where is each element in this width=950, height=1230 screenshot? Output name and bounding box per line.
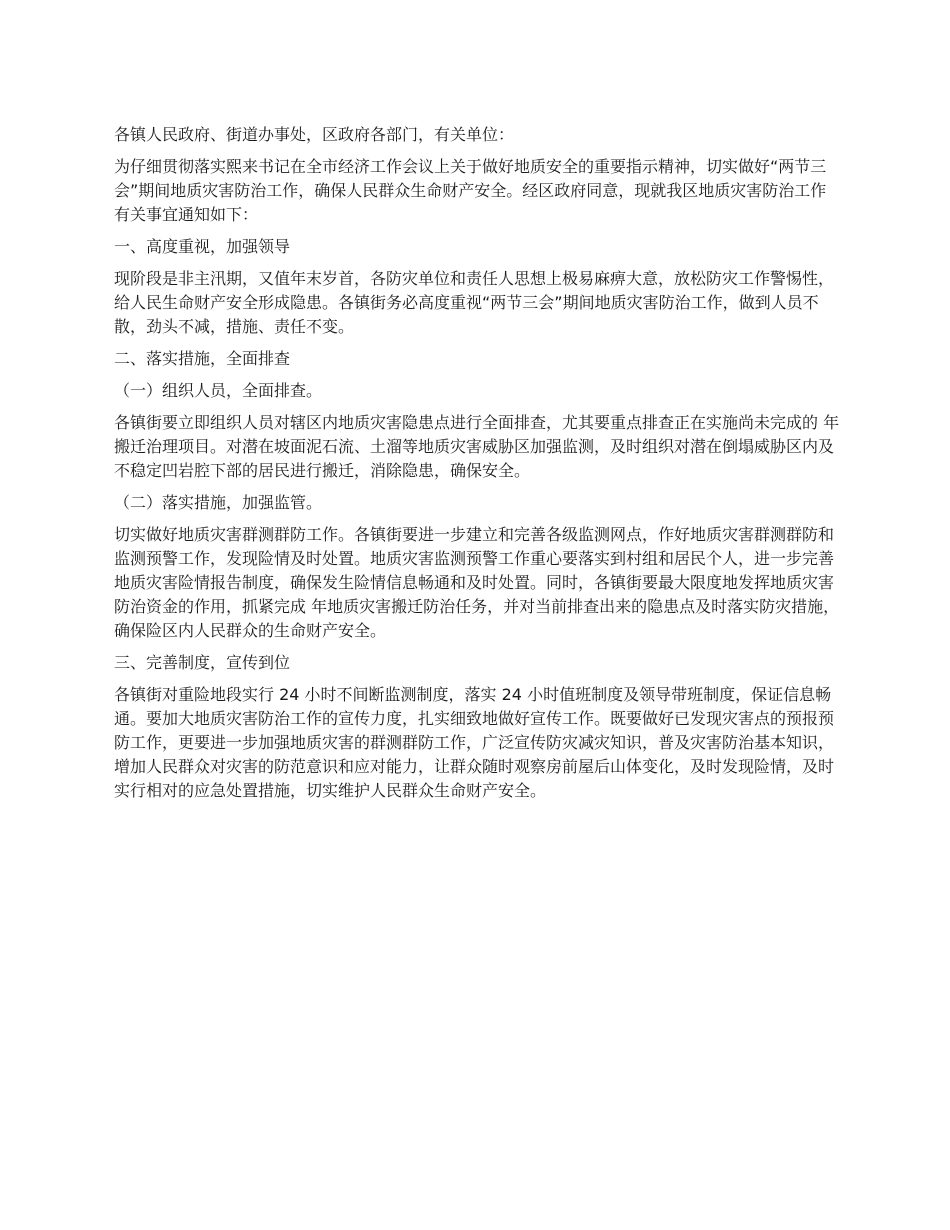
section-3-body: 各镇街对重险地段实行 24 小时不间断监测制度，落实 24 小时值班制度及领导带班制度，保证信息畅通。要加大地质灾害防治工作的宣传力度，扎实细致地做好宣传工作。既要做好已发现灾害点的预报预防工作，更要进一步加强地质灾害的群测群防工作，广泛宣传防灾减灾知识，普及灾害防治基本知识，增加人民群众对灾害的防范意识和应对能力，让群众随时观察房前屋后山体变化，及时发现险情，及时实行相对的应急处置措施，切实维护人民群众生命财产安全。 xyxy=(114,685,835,800)
section-2-sub-1-body: 各镇街要立即组织人员对辖区内地质灾害隐患点进行全面排查，尤其要重点排查正在实施尚未完成的 年搬迁治理项目。对潜在坡面泥石流、土溜等地质灾害威胁区加强监测，及时组织对潜在倒塌威胁区内及不稳定凹岩腔下部的居民进行搬迁，消除隐患，确保安全。 xyxy=(114,413,840,480)
section-2-sub-2-body: 切实做好地质灾害群测群防工作。各镇街要进一步建立和完善各级监测网点，作好地质灾害群测群防和监测预警工作，发现险情及时处置。地质灾害监测预警工作重心要落实到村组和居民个人，进一步完善地质灾害险情报告制度，确保发生险情信息畅通和及时处置。同时，各镇街要最大限度地发挥地质灾害防治资金的作用，抓紧完成 年地质灾害搬迁防治任务，并对当前排查出来的隐患点及时落实防灾措施，确保险区内人民群众的生命财产安全。 xyxy=(114,525,840,640)
document-body xyxy=(114,123,840,811)
section-3-heading: 三、完善制度，宣传到位 xyxy=(114,653,291,672)
section-2-sub-2-heading: （二）落实措施，加强监管。 xyxy=(114,493,323,512)
salutation: 各镇人民政府、街道办事处，区政府各部门，有关单位： xyxy=(114,125,515,144)
section-1-heading: 一、高度重视，加强领导 xyxy=(114,237,291,256)
intro-paragraph: 为仔细贯彻落实熙来书记在全市经济工作会议上关于做好地质安全的重要指示精神，切实做好“两节三会”期间地质灾害防治工作，确保人民群众生命财产安全。经区政府同意，现就我区地质灾害防治工作有关事宜通知如下： xyxy=(114,157,827,224)
section-2-sub-1-heading: （一）组织人员，全面排查。 xyxy=(114,381,323,400)
section-2-heading: 二、落实措施，全面排查 xyxy=(114,349,291,368)
section-1-body: 现阶段是非主汛期，又值年末岁首，各防灾单位和责任人思想上极易麻痹大意，放松防灾工作警惕性，给人民生命财产安全形成隐患。各镇街务必高度重视“两节三会”期间地质灾害防治工作，做到人员不散，劲头不减，措施、责任不变。 xyxy=(114,269,835,336)
